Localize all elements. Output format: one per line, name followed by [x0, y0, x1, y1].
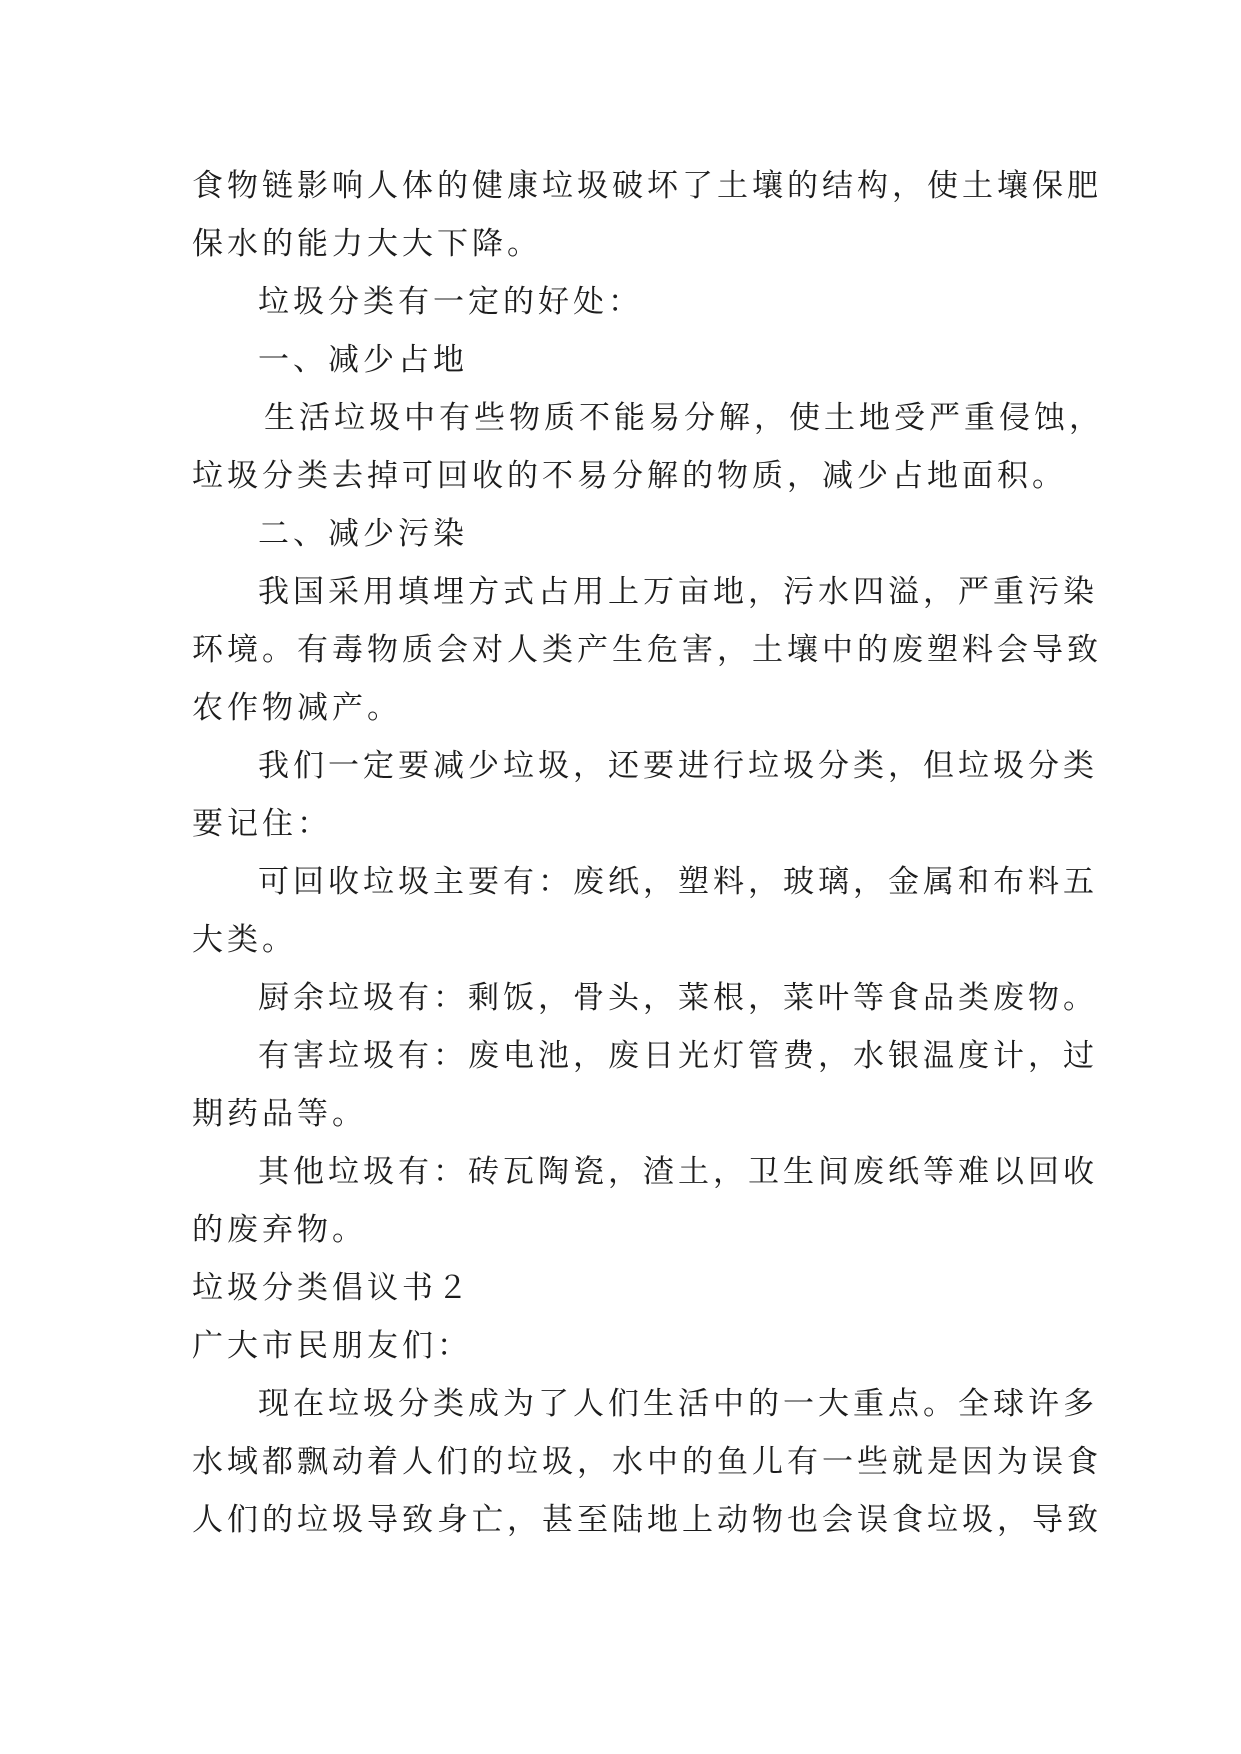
section-heading: 二、减少污染	[258, 516, 468, 552]
paragraph-line: 现在垃圾分类成为了人们生活中的一大重点。全球许多	[258, 1386, 1098, 1422]
paragraph-line: 垃圾分类去掉可回收的不易分解的物质，减少占地面积。	[192, 458, 1067, 494]
paragraph-line: 人们的垃圾导致身亡，甚至陆地上动物也会误食垃圾，导致	[192, 1502, 1102, 1538]
paragraph-line: 厨余垃圾有：剩饭，骨头，菜根，菜叶等食品类废物。	[258, 980, 1098, 1016]
paragraph-line: 期药品等。	[192, 1096, 367, 1132]
paragraph-line: 有害垃圾有：废电池，废日光灯管费，水银温度计，过	[258, 1038, 1098, 1074]
document-title: 垃圾分类倡议书２	[192, 1270, 472, 1306]
paragraph-line: 食物链影响人体的健康垃圾破坏了土壤的结构，使土壤保肥	[192, 168, 1102, 204]
paragraph-line: 生活垃圾中有些物质不能易分解，使土地受严重侵蚀，	[264, 400, 1104, 436]
paragraph-line: 我国采用填埋方式占用上万亩地，污水四溢，严重污染	[258, 574, 1098, 610]
paragraph-line: 水域都飘动着人们的垃圾，水中的鱼儿有一些就是因为误食	[192, 1444, 1102, 1480]
paragraph-line: 保水的能力大大下降。	[192, 226, 542, 262]
section-heading: 一、减少占地	[258, 342, 468, 378]
paragraph-line: 大类。	[192, 922, 297, 958]
paragraph-line: 可回收垃圾主要有：废纸，塑料，玻璃，金属和布料五	[258, 864, 1098, 900]
paragraph-line: 其他垃圾有：砖瓦陶瓷，渣土，卫生间废纸等难以回收	[258, 1154, 1098, 1190]
paragraph-line: 我们一定要减少垃圾，还要进行垃圾分类，但垃圾分类	[258, 748, 1098, 784]
paragraph-line: 垃圾分类有一定的好处：	[258, 284, 643, 320]
paragraph-line: 要记住：	[192, 806, 332, 842]
paragraph-line: 农作物减产。	[192, 690, 402, 726]
salutation: 广大市民朋友们：	[192, 1328, 472, 1364]
paragraph-line: 的废弃物。	[192, 1212, 367, 1248]
paragraph-line: 环境。有毒物质会对人类产生危害，土壤中的废塑料会导致	[192, 632, 1102, 668]
